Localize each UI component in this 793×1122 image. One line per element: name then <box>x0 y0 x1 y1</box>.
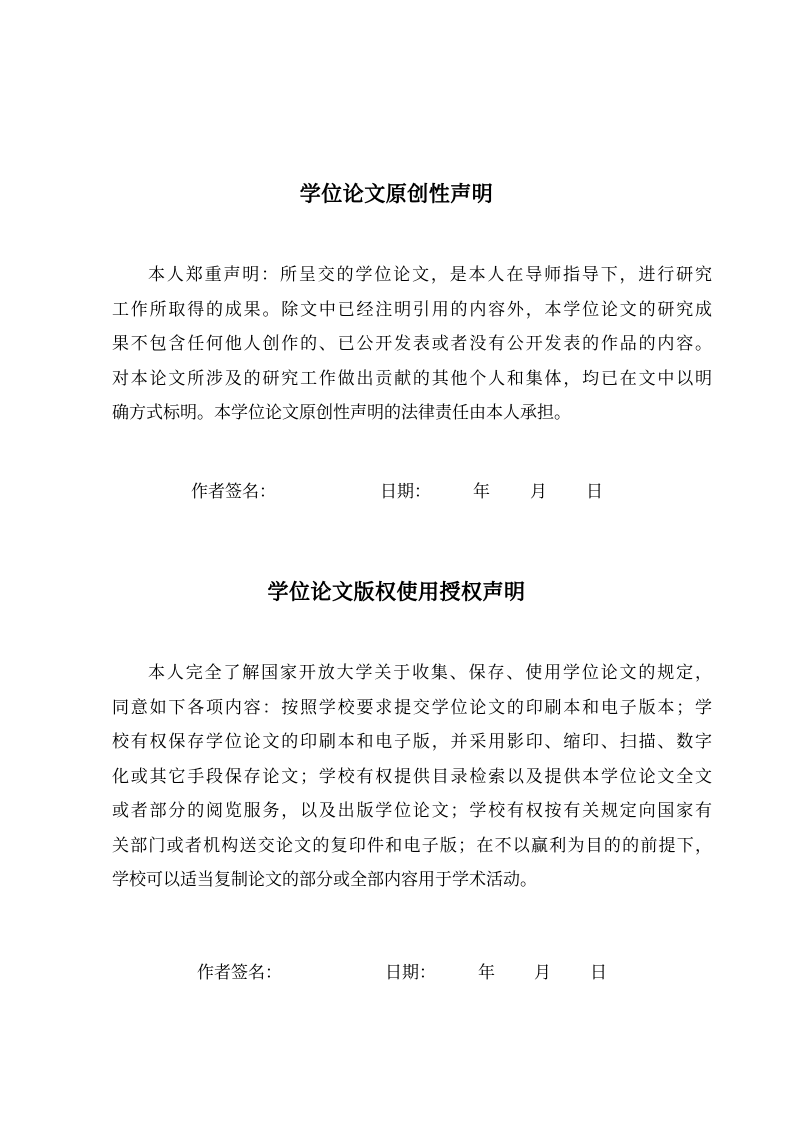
originality-line: 果不包含任何他人创作的、已公开发表或者没有公开发表的作品的内容。 <box>112 334 712 354</box>
originality-line: 工作所取得的成果。除文中已经注明引用的内容外，本学位论文的研究成 <box>112 299 712 320</box>
month-label: 月 <box>530 482 547 502</box>
copyright-signature-row <box>0 960 793 986</box>
originality-statement-body <box>112 262 712 435</box>
originality-line: 确方式标明。本学位论文原创性声明的法律责任由本人承担。 <box>112 403 571 423</box>
month-label: 月 <box>534 963 551 983</box>
year-label: 年 <box>478 963 495 983</box>
date-label: 日期： <box>380 482 431 502</box>
author-signature-label: 作者签名： <box>197 963 282 983</box>
copyright-line: 校有权保存学位论文的印刷本和电子版，并采用影印、缩印、扫描、数字 <box>112 732 712 752</box>
originality-line: 对本论文所涉及的研究工作做出贡献的其他个人和集体，均已在文中以明 <box>112 368 712 389</box>
copyright-line: 化或其它手段保存论文；学校有权提供目录检索以及提供本学位论文全文 <box>112 766 712 787</box>
copyright-line: 或者部分的阅览服务，以及出版学位论文；学校有权按有关规定向国家有 <box>112 801 712 821</box>
copyright-authorization-body <box>112 660 712 902</box>
day-label: 日 <box>586 482 603 502</box>
copyright-line: 同意如下各项内容：按照学校要求提交学位论文的印刷本和电子版本；学 <box>112 697 712 718</box>
copyright-line: 关部门或者机构送交论文的复印件和电子版；在不以赢利为目的的前提下， <box>112 835 712 856</box>
copyright-line: 学校可以适当复制论文的部分或全部内容用于学术活动。 <box>112 870 537 890</box>
copyright-authorization-title: 学位论文版权使用授权声明 <box>267 580 526 604</box>
originality-signature-row <box>0 479 793 505</box>
copyright-line: 本人完全了解国家开放大学关于收集、保存、使用学位论文的规定， <box>148 663 712 683</box>
originality-statement-title: 学位论文原创性声明 <box>299 182 494 206</box>
author-signature-label: 作者签名： <box>191 482 276 502</box>
year-label: 年 <box>473 482 490 502</box>
day-label: 日 <box>590 963 607 983</box>
date-label: 日期： <box>385 963 436 983</box>
originality-line: 本人郑重声明：所呈交的学位论文，是本人在导师指导下，进行研究 <box>148 265 712 285</box>
